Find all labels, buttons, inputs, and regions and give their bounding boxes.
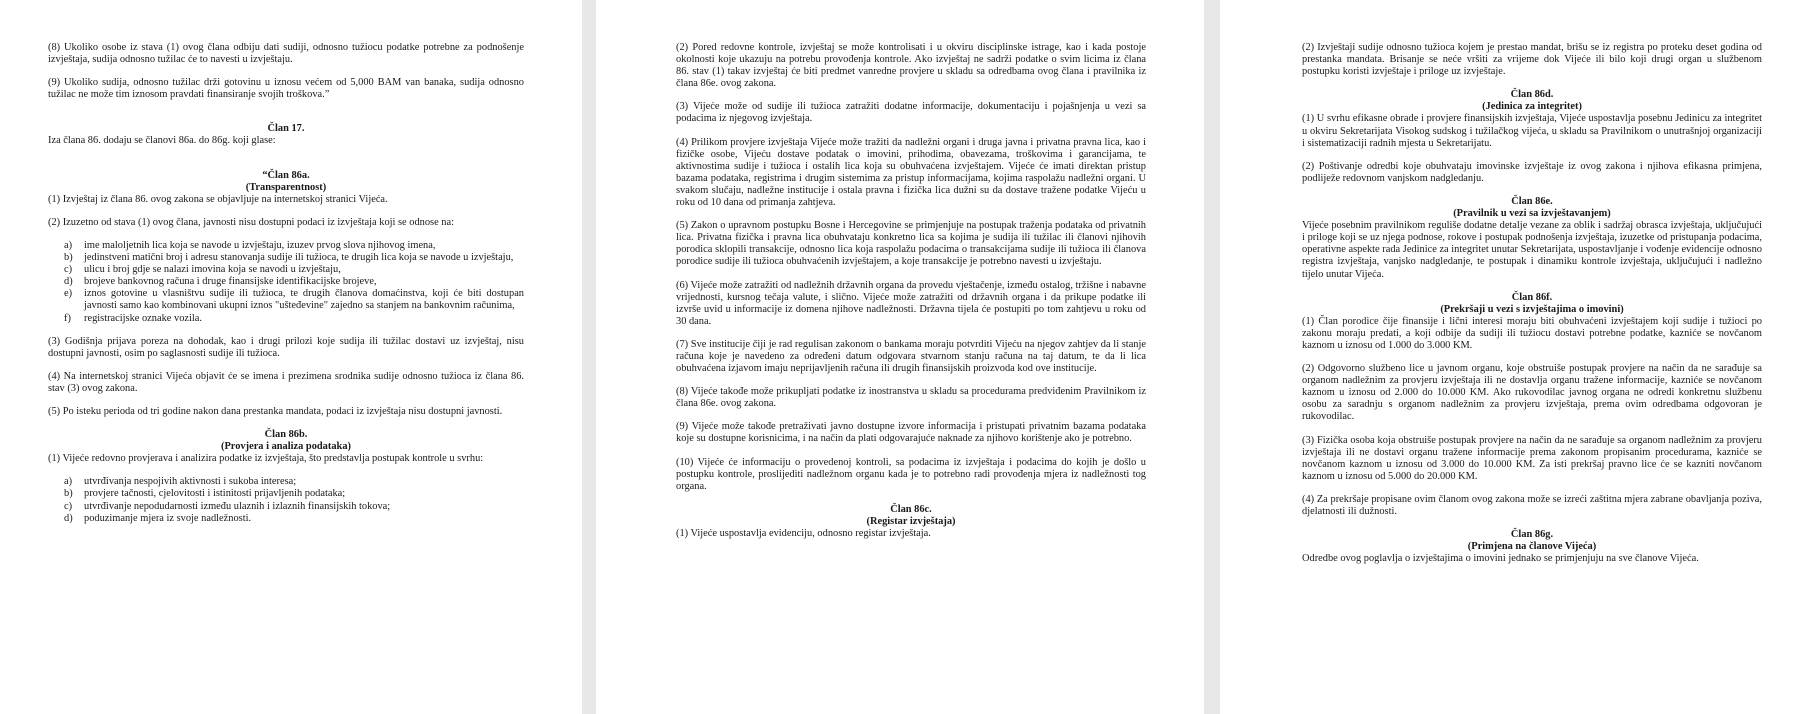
section-heading: (Provjera i analiza podataka): [221, 441, 351, 453]
paragraph: (4) Za prekršaje propisane ovim članom ovog zakona može se izreći zaštitna mjera zabrane obavljanja poziva, djelatnosti ili dužnosti.: [1302, 493, 1762, 517]
list-marker: f): [64, 312, 71, 324]
document-page: [1220, 0, 1802, 714]
paragraph: (9) Vijeće može takođe pretraživati javno dostupne izvore informacija i pristupati privatnim bazama podataka koje su dostupne korisnicima, i na način da plati odgovarajuće naknade za njihovo korištenje ako je potrebno.: [676, 421, 1146, 445]
paragraph: (4) Na internetskoj stranici Vijeća objavit će se imena i prezimena srodnika sudije odnosno tužioca iz člana 86. stav (3) ovog zakona.: [48, 370, 524, 394]
list-marker: c): [64, 264, 73, 276]
lettered-list: [48, 240, 524, 325]
section-heading: Član 86d.: [1510, 89, 1554, 101]
paragraph: (10) Vijeće će informaciju o provedenoj kontroli, sa podacima iz izvještaja i podacima do kojih je došlo u postupku kontrole, proslijediti nadležnom organu kada je to potrebno radi provođenja mjera iz nadležnosti tog organa.: [676, 456, 1146, 492]
spacer: [48, 159, 524, 170]
list-item: [48, 313, 524, 325]
paragraph: Vijeće posebnim pravilnikom reguliše dodatne detalje vezane za oblik i sadržaj obrasca izvještaja, uključujući i priloge koji se uz njega podnose, rokove i postupak podnošenja izvještaja, izuzetke od pristupanja podacima, operativne aspekte rada Jedinice za integritet unutar Sekretarijata, uspostavljanje i vođenje evidencije odnosno registra izvještaja, vanjsko nadgledanje, te postupak i dinamiku kontrole izvještaja, uključujući i nadležno tijelo unutar Vijeća.: [1302, 220, 1762, 280]
list-item: [48, 488, 524, 500]
list-item-text: brojeve bankovnog računa i druge finansijske identifikacijske brojeve,: [84, 276, 377, 288]
list-item-text: jedinstveni matični broj i adresu stanovanja sudije ili tužioca, te drugih lica koja se navode u izvještaju,: [84, 252, 514, 264]
section-heading: Član 86f.: [1511, 291, 1553, 303]
list-item: [48, 513, 524, 525]
paragraph: (5) Zakon o upravnom postupku Bosne i Hercegovine se primjenjuje na postupak traženja podataka od privatnih lica. Privatna fizička i pravna lica obuhvataju konkretno lica sa kojima je sudija ili tužilac ili članovi njihovih porodica sklopili transakcije, odnosno lica koja raspolažu podacima o transakcijama sudije ili tužioca ili članova porodice sudije ili tužioca obuhvaćenih izvještajem, a koje transakcije je potrebno navesti u izvještaju.: [676, 220, 1146, 268]
list-item: [48, 240, 524, 252]
paragraph: (3) Vijeće može od sudije ili tužioca zatražiti dodatne informacije, dokumentaciju i pojašnjenja u vezi sa podacima iz njegovog izvještaja.: [676, 101, 1146, 125]
list-item-text: ulicu i broj gdje se nalazi imovina koja se navodi u izvještaju,: [84, 264, 341, 276]
list-marker: a): [64, 239, 73, 251]
section-heading: Član 17.: [267, 123, 305, 135]
list-marker: c): [64, 500, 73, 512]
list-marker: e): [64, 288, 73, 300]
paragraph: (4) Prilikom provjere izvještaja Vijeće može tražiti da nadležni organi i druga javna i privatna pravna lica, kao i fizičke osobe, Vijeću dostave podatak o imovini, prihodima, obavezama, troškovima i garancijama, te aktivnostima sudije i tužioca i ostalih lica koja su obuhvaćena izvještajem. Vijeće će imati direktan pristup bazama podataka, registrima i drugim sistemima za pristup informacijama, kojima raspolažu nadležni organi. U svakom slučaju, nadležne institucije i ostala pravna i fizička lica dužni su da dostave tražene podatke Vijeću u roku od 10 dana od primanja zahtjeva.: [676, 136, 1146, 209]
section-heading: (Transparentnost): [245, 181, 327, 193]
document-page: [0, 0, 582, 714]
paragraph: (2) Izuzetno od stava (1) ovog člana, javnosti nisu dostupni podaci iz izvještaja koji se odnose na:: [48, 216, 454, 228]
paragraph: (2) Poštivanje odredbi koje obuhvataju imovinske izvještaje iz ovog zakona i njihova efikasna primjena, podliježe redovnom vanjskom nadgledanju.: [1302, 160, 1762, 184]
paragraph: (1) Član porodice čije finansije i lični interesi moraju biti obuhvaćeni izvještajem koji sudije i tužioci po zakonu moraju predati, a koji odbije da sudiji ili tužiocu dostavi potrebne podatke, kazniće se novčanom kaznom u iznosu od 1.000 do 3.000 KM.: [1302, 315, 1762, 351]
list-item-text: poduzimanje mjera iz svoje nadležnosti.: [84, 512, 252, 524]
paragraph: (1) Vijeće redovno provjerava i analizira podatke iz izvještaja, što predstavlja postupak kontrole u svrhu:: [48, 453, 484, 465]
section-heading: (Prekršaji u vezi s izvještajima o imovini): [1440, 303, 1624, 315]
paragraph: (7) Sve institucije čiji je rad regulisan zakonom o bankama moraju potvrditi Vijeću na njegov zahtjev da li stanje računa koje je navedeno za određeni datum odgovara stvarnom stanju računa na taj datum, te da li lica obuhvaćena izjavom imaju neprijavljenih računa ili drugih finansijskih proizvoda kod ove institucije.: [676, 338, 1146, 375]
document-page: [596, 0, 1204, 714]
list-marker: d): [64, 276, 73, 288]
section-heading: (Pravilnik u vezi sa izvještavanjem): [1453, 208, 1611, 220]
section-heading: “Član 86a.: [262, 169, 310, 181]
list-marker: d): [64, 512, 73, 524]
list-marker: a): [64, 476, 73, 488]
section-heading: Član 86b.: [264, 429, 308, 441]
paragraph: (3) Fizička osoba koja obstruiše postupak provjere na način da ne sarađuje sa organom nadležnim za provjeru izvještaja ili ne dostavi organu tražene informacije prema zakonom propisanim procedurama, kazniće se novčanom kaznom u iznosu od 3.000 do 10.000 KM. Za isti prekršaj pravno lice će se kazniti novčanom kaznom u iznosu od 5.000 do 20.000 KM.: [1302, 434, 1762, 482]
section-heading: Član 86e.: [1511, 195, 1553, 207]
section-heading: Član 86c.: [890, 503, 932, 515]
paragraph: (2) Izvještaji sudije odnosno tužioca kojem je prestao mandat, brišu se iz registra po proteku deset godina od prestanka mandata. Brisanje se neće vršiti za vrijeme dok Vijeće ili bilo koji drugi organ u službenom postupku koristi izvještaje i priloge uz izvještaje.: [1302, 42, 1762, 78]
paragraph: Odredbe ovog poglavlja o izvještajima o imovini jednako se primjenjuju na sve članove Vijeća.: [1302, 553, 1699, 565]
section-heading: (Registar izvještaja): [866, 515, 956, 527]
list-marker: b): [64, 252, 73, 264]
list-item-text: registracijske oznake vozila.: [84, 312, 202, 324]
list-item: [48, 501, 524, 513]
paragraph: (6) Vijeće može zatražiti od nadležnih državnih organa da provedu vještačenje, između ostalog, tržišne i nabavne vrijednosti, kursnog tečaja valute, i slično. Vijeće može zatražiti od državnih organa i da prikupe podatke ili izvrše uvid u informacije iz domena njihove nadležnosti. Državna tijela će postupiti po tom zahtjevu u roku od 30 dana.: [676, 279, 1146, 327]
spacer: [48, 112, 524, 123]
paragraph: (9) Ukoliko sudija, odnosno tužilac drži gotovinu u iznosu većem od 5,000 BAM van banaka, sudija odnosno tužilac ne može tim iznosom pravdati finansiranje svojih troškova.”: [48, 77, 524, 101]
list-item: [48, 264, 524, 276]
paragraph: (8) Ukoliko osobe iz stava (1) ovog člana odbiju dati sudiji, odnosno tužiocu podatke potrebne za podnošenje izvještaja, sudija odnosno tužilac će to navesti u izvještaju.: [48, 42, 524, 66]
section-heading: Član 86g.: [1510, 529, 1554, 541]
paragraph: (2) Odgovorno službeno lice u javnom organu, koje obstruiše postupak provjere na način da ne sarađuje sa organom nadležnim za provjeru izvještaja ili ne dostavlja organu tražene informacije, kazniće se novčanom kaznom u iznosu od 2.000 do 10.000 KM. Ako rukovodilac javnog organa ne odredi konkretnu službenu osobu za saradnju s organom nadležnim za provjeru izvještaja, prema ovim odredbama odgovoran je rukovodilac.: [1302, 363, 1762, 423]
list-item-text: utvrđivanje nepodudarnosti između ulaznih i izlaznih finansijskih tokova;: [84, 500, 391, 512]
list-item-text: utvrđivanja nespojivih aktivnosti i sukoba interesa;: [84, 476, 297, 488]
lettered-list: [48, 476, 524, 524]
paragraph: (3) Godišnja prijava poreza na dohodak, kao i drugi prilozi koje sudija ili tužilac dostavi uz izvještaj, nisu dostupni javnosti, osim po saglasnosti sudije ili tužioca.: [48, 335, 524, 359]
section-heading: (Primjena na članove Vijeća): [1467, 541, 1597, 553]
paragraph: (8) Vijeće takođe može prikupljati podatke iz inostranstva u skladu sa procedurama predviđenim Pravilnikom iz člana 86e. ovog zakona.: [676, 386, 1146, 410]
list-item: [48, 252, 524, 264]
paragraph: (5) Po isteku perioda od tri godine nakon dana prestanka mandata, podaci iz izvještaja nisu dostupni javnosti.: [48, 405, 503, 417]
list-item-text: iznos gotovine u vlasništvu sudije ili tužioca, te drugih članova domaćinstva, koji će biti dostupan javnosti samo kao kombinovani ukupni iznos "ušteđevine" zajedno sa stanjem na bankovnim računima,: [84, 288, 524, 312]
list-item: [48, 476, 524, 488]
paragraph: (2) Pored redovne kontrole, izvještaj se može kontrolisati i u okviru disciplinske istrage, kao i kada postoje okolnosti koje ukazuju na potrebu provođenja kontrole. Ako izvještaj ne sadrži podatke o svim licima iz člana 86. stav (1) takav izvještaj će biti predmet vanredne provjere u skladu sa odredbama ovog člana i pravilnika iz člana 86e. ovog zakona.: [676, 42, 1146, 90]
section-heading: (Jedinica za integritet): [1482, 101, 1582, 113]
list-item: [48, 288, 524, 312]
paragraph: (1) Izvještaj iz člana 86. ovog zakona se objavljuje na internetskoj stranici Vijeća.: [48, 193, 388, 205]
paragraph: (1) U svrhu efikasne obrade i provjere finansijskih izvještaja, Vijeće uspostavlja posebnu Jedinicu za integritet u okviru Sekretarijata Visokog sudskog i tužilačkog vijeća, u skladu sa Pravilnikom o unutrašnjoj organizaciji i sistematizaciji radnih mjesta u Sekretarijatu.: [1302, 113, 1762, 149]
list-item-text: ime maloljetnih lica koja se navode u izvještaju, izuzev prvog slova njihovog imena,: [84, 239, 436, 251]
list-marker: b): [64, 488, 73, 500]
list-item-text: provjere tačnosti, cjelovitosti i istinitosti prijavljenih podataka;: [84, 488, 346, 500]
list-item: [48, 276, 524, 288]
paragraph: Iza člana 86. dodaju se članovi 86a. do 86g. koji glase:: [48, 135, 276, 147]
paragraph: (1) Vijeće uspostavlja evidenciju, odnosno registar izvještaja.: [676, 528, 931, 539]
